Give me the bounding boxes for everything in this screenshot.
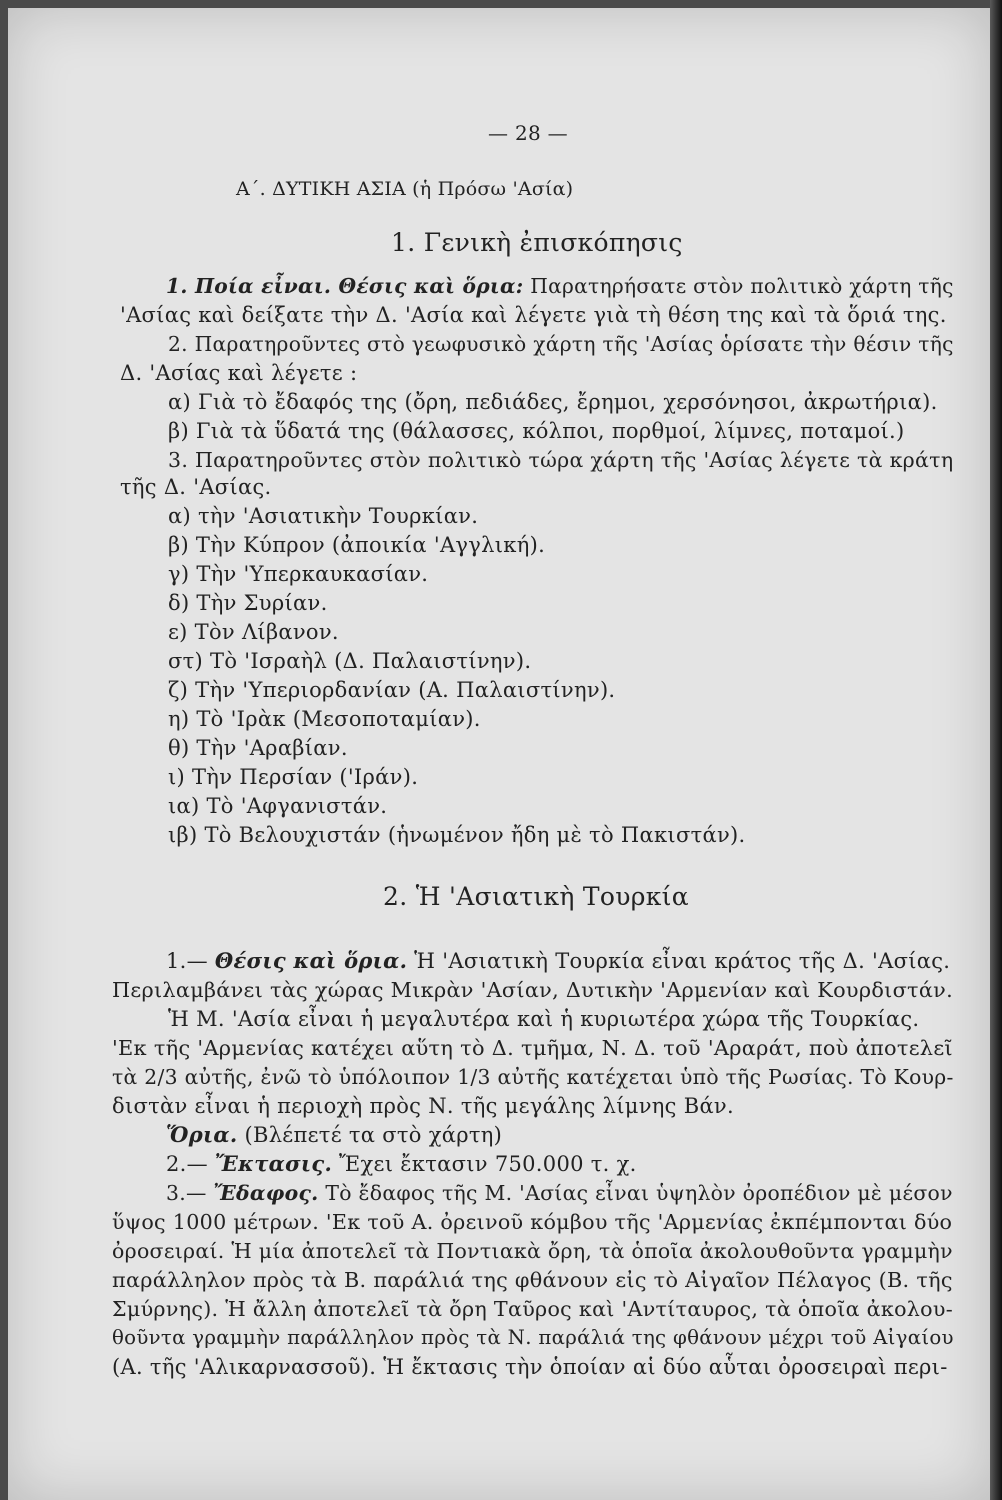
list-item: στ) Τὸ 'Ισραὴλ (Δ. Παλαιστίνην).: [168, 649, 532, 673]
run-in-heading: Ἔκτασις.: [214, 1151, 333, 1176]
list-item: α) Γιὰ τὸ ἔδαφός της (ὄρη, πεδιάδες, ἔρημοι, χερσόνησοι, ἀκρωτήρια).: [168, 390, 938, 414]
page-edge-shadow: [990, 0, 1002, 1500]
text-line: (Α. τῆς 'Αλικαρνασσοῦ). Ἡ ἔκτασις τὴν ὁποίαν αἱ δύο αὗται ὀροσειραὶ περι-: [112, 1355, 948, 1379]
text-line: ὕψος 1000 μέτρων. 'Εκ τοῦ Α. ὀρεινοῦ κόμβου τῆς 'Αρμενίας ἐκπέμπονται δύο: [112, 1210, 953, 1234]
text-line: τὰ 2/3 αὐτῆς, ἐνῶ τὸ ὑπόλοιπον 1/3 αὐτῆς κατέχεται ὑπὸ τῆς Ρωσίας. Τὸ Κουρ-: [112, 1065, 954, 1089]
text-line: θοῦντα γραμμὴν παράλληλον πρὸς τὰ Ν. παράλιά της φθάνουν μέχρι τοῦ Αἰγαίου: [112, 1326, 954, 1349]
list-item: η) Τὸ 'Ιρὰκ (Μεσοποταμίαν).: [168, 707, 481, 731]
text-line: παράλληλον πρὸς τὰ Β. παράλιά της φθάνουν εἰς τὸ Αἰγαῖον Πέλαγος (Β. τῆς: [112, 1268, 953, 1292]
text-line: Ἡ Μ. 'Ασία εἶναι ἡ μεγαλυτέρα καὶ ἡ κυριωτέρα χώρα τῆς Τουρκίας.: [168, 1007, 920, 1031]
text-line: Ὅρια. (Βλέπετέ τα στὸ χάρτη): [166, 1122, 503, 1147]
text-line: 2.— Ἔκτασις. Ἔχει ἔκτασιν 750.000 τ. χ.: [166, 1151, 637, 1176]
text-line: Δ. 'Ασίας καὶ λέγετε :: [120, 361, 358, 385]
list-item: α) τὴν 'Ασιατικὴν Τουρκίαν.: [168, 504, 479, 528]
list-item: γ) Τὴν 'Υπερκαυκασίαν.: [168, 562, 429, 586]
section-title: Α΄. ΔΥΤΙΚΗ ΑΣΙΑ (ἡ Πρόσω 'Ασία): [236, 178, 574, 200]
list-item: β) Τὴν Κύπρον (ἀποικία 'Αγγλική).: [168, 533, 546, 557]
list-item: δ) Τὴν Συρίαν.: [168, 591, 328, 615]
text-line: τῆς Δ. 'Ασίας.: [120, 475, 272, 499]
list-item: ια) Τὸ 'Αφγανιστάν.: [168, 794, 388, 818]
run-in-heading: Ὅρια.: [166, 1122, 238, 1147]
text-line: 'Εκ τῆς 'Αρμενίας κατέχει αὕτη τὸ Δ. τμῆμα, Ν. Δ. τοῦ 'Αραράτ, ποὺ ἀποτελεῖ: [112, 1036, 953, 1060]
page-number: — 28 —: [488, 121, 568, 145]
list-item: ι) Τὴν Περσίαν ('Ιράν).: [168, 765, 419, 789]
text-line: Περιλαμβάνει τὰς χώρας Μικρὰν 'Ασίαν, Δυτικὴν 'Αρμενίαν καὶ Κουρδιστάν.: [112, 978, 953, 1002]
list-item: ιβ) Τὸ Βελουχιστάν (ἡνωμένον ἤδη μὲ τὸ Πακιστάν).: [168, 823, 746, 847]
text-line: Σμύρνης). Ἡ ἄλλη ἀποτελεῖ τὰ ὄρη Ταῦρος καὶ 'Αντίταυρος, τὰ ὁποῖα ἀκολου-: [112, 1297, 954, 1321]
list-item: β) Γιὰ τὰ ὕδατά της (θάλασσες, κόλποι, πορθμοί, λίμνες, ποταμοί.): [168, 419, 905, 443]
document-page: [8, 8, 990, 1500]
heading-asiatic-turkey: 2. Ἡ 'Ασιατικὴ Τουρκία: [383, 882, 689, 911]
text-line: διστὰν εἶναι ἡ περιοχὴ πρὸς Ν. τῆς μεγάλης λίμνης Βάν.: [112, 1094, 734, 1118]
text-line: 3.— Ἔδαφος. Τὸ ἔδαφος τῆς Μ. 'Ασίας εἶναι ὑψηλὸν ὀροπέδιον μὲ μέσον: [166, 1181, 953, 1205]
text-line: 1.— Θέσις καὶ ὅρια. Ἡ 'Ασιατικὴ Τουρκία εἶναι κράτος τῆς Δ. 'Ασίας.: [166, 948, 951, 973]
list-item: ε) Τὸν Λίβανον.: [168, 620, 339, 644]
text-line: 3. Παρατηροῦντες στὸν πολιτικὸ τώρα χάρτη τῆς 'Ασίας λέγετε τὰ κράτη: [168, 448, 954, 472]
text-line: 2. Παρατηροῦντες στὸ γεωφυσικὸ χάρτη τῆς 'Ασίας ὁρίσατε τὴν θέσιν τῆς: [168, 332, 954, 356]
list-item: θ) Τὴν 'Αραβίαν.: [168, 736, 348, 760]
text-line: 'Ασίας καὶ δείξατε τὴν Δ. 'Ασία καὶ λέγετε γιὰ τὴ θέση της καὶ τὰ ὅριά της.: [120, 303, 947, 327]
run-in-heading: 1. Ποία εἶναι. Θέσις καὶ ὅρια:: [166, 274, 524, 298]
run-in-heading: Ἔδαφος.: [213, 1181, 319, 1205]
text-line: ὀροσειραί. Ἡ μία ἀποτελεῖ τὰ Ποντιακὰ ὄρη, τὰ ὁποῖα ἀκολουθοῦντα γραμμὴν: [112, 1239, 953, 1263]
heading-general-overview: 1. Γενικὴ ἐπισκόπησις: [391, 228, 683, 257]
list-item: ζ) Τὴν 'Υπεριορδανίαν (Α. Παλαιστίνην).: [168, 678, 616, 702]
run-in-heading: Θέσις καὶ ὅρια.: [214, 948, 408, 973]
text-line: 1. Ποία εἶναι. Θέσις καὶ ὅρια: Παρατηρήσατε στὸν πολιτικὸ χάρτη τῆς: [166, 274, 954, 298]
